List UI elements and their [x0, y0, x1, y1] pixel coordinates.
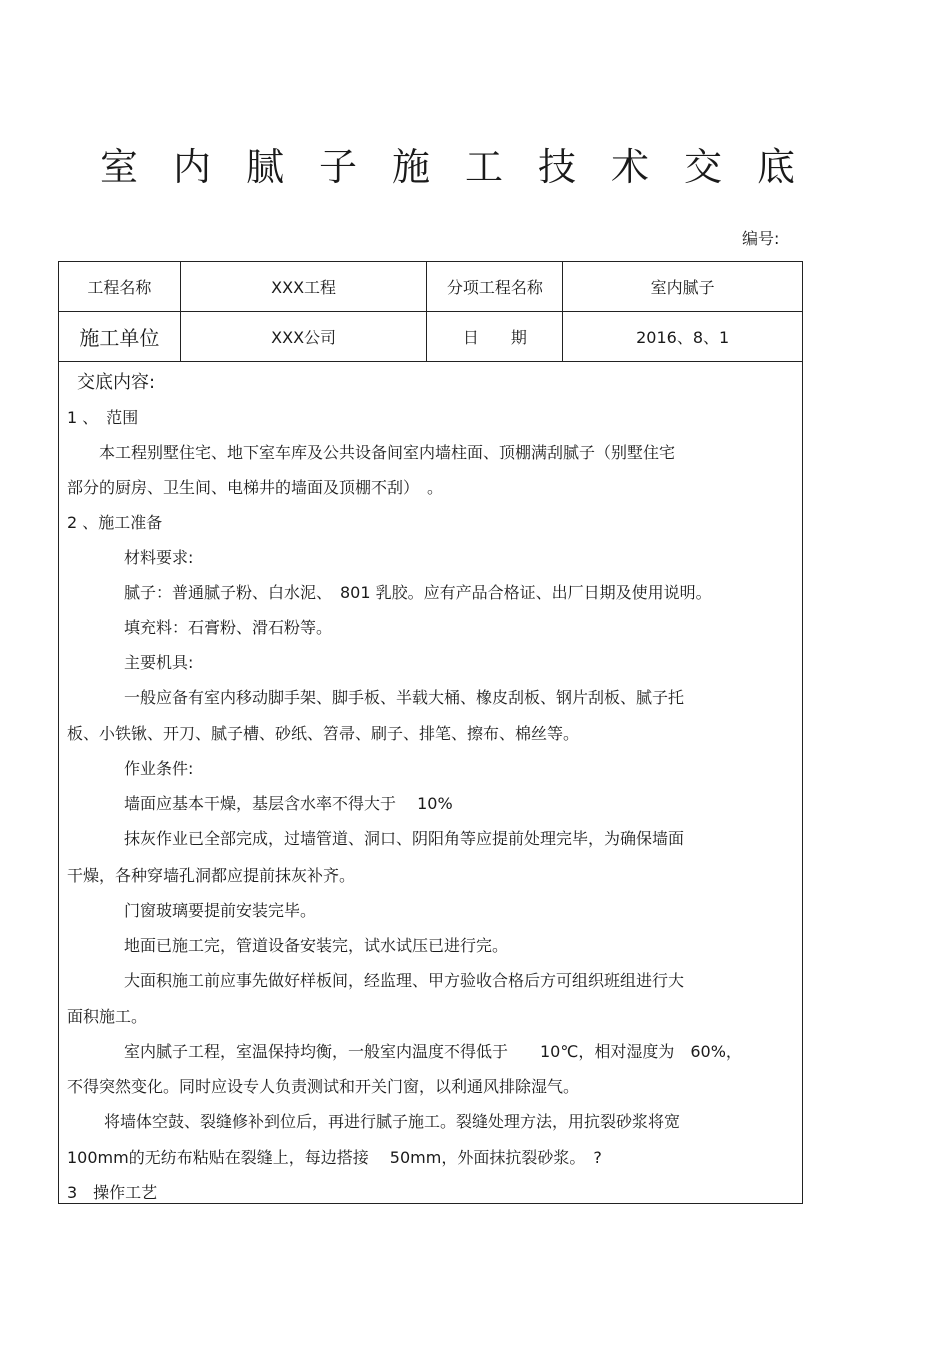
date-label: 日 期 — [427, 312, 563, 362]
content-line: 板、小铁锹、开刀、腻子槽、砂纸、笤帚、刷子、排笔、擦布、棉丝等。 — [67, 724, 580, 743]
content-box — [58, 361, 803, 1204]
content-line: 大面积施工前应事先做好样板间，经监理、甲方验收合格后方可组织班组进行大 — [124, 971, 685, 990]
project-name-value: XXX工程 — [180, 262, 427, 312]
content-line: 一般应备有室内移动脚手架、脚手板、半载大桶、橡皮刮板、钢片刮板、腻子托 — [124, 688, 685, 707]
header-table — [58, 261, 803, 362]
content-line: 门窗玻璃要提前安装完毕。 — [124, 901, 317, 920]
project-name-label: 工程名称 — [59, 262, 181, 312]
date-value: 2016、8、1 — [563, 312, 803, 362]
content-line: 2 、施工准备 — [67, 513, 163, 532]
document-title: 室内腻子施工技术交底 — [100, 145, 831, 189]
content-line: 不得突然变化。同时应设专人负责测试和开关门窗，以利通风排除湿气。 — [67, 1077, 580, 1096]
content-line: 本工程别墅住宅、地下室车库及公共设备间室内墙柱面、顶棚满刮腻子（别墅住宅 — [99, 443, 676, 462]
content-line: 干燥，各种穿墙孔洞都应提前抹灰补齐。 — [67, 866, 356, 885]
content-line: 面积施工。 — [67, 1007, 148, 1026]
header-row-unit — [59, 312, 803, 362]
content-line: 将墙体空鼓、裂缝修补到位后，再进行腻子施工。裂缝处理方法，用抗裂砂浆将宽 — [104, 1112, 681, 1131]
doc-number-label: 编号: — [742, 229, 780, 248]
content-line: 材料要求: — [124, 548, 194, 567]
sub-project-label: 分项工程名称 — [427, 262, 563, 312]
content-line: 部分的厨房、卫生间、电梯井的墙面及顶棚不刮） 。 — [67, 478, 444, 497]
sub-project-value: 室内腻子 — [563, 262, 803, 312]
content-line: 100mm的无纺布粘贴在裂缝上，每边搭接 50mm，外面抹抗裂砂浆。 ? — [67, 1148, 602, 1167]
content-line: 主要机具: — [124, 653, 194, 672]
content-line: 墙面应基本干燥，基层含水率不得大于 10% — [124, 794, 453, 813]
unit-value: XXX公司 — [180, 312, 427, 362]
content-line: 3 操作工艺 — [67, 1183, 158, 1202]
unit-label: 施工单位 — [59, 312, 181, 362]
content-line: 地面已施工完，管道设备安装完，试水试压已进行完。 — [124, 936, 509, 955]
content-line: 作业条件: — [124, 759, 194, 778]
content-line: 1 、 范围 — [67, 408, 139, 427]
content-line: 填充料：石膏粉、滑石粉等。 — [124, 618, 333, 637]
content-line: 抹灰作业已全部完成，过墙管道、洞口、阴阳角等应提前处理完毕，为确保墙面 — [124, 829, 685, 848]
header-row-project — [59, 262, 803, 312]
content-line: 腻子：普通腻子粉、白水泥、 801 乳胶。应有产品合格证、出厂日期及使用说明。 — [124, 583, 712, 602]
content-heading: 交底内容: — [77, 372, 156, 393]
content-line: 室内腻子工程，室温保持均衡，一般室内温度不得低于 10℃，相对湿度为 60%， — [124, 1042, 742, 1061]
